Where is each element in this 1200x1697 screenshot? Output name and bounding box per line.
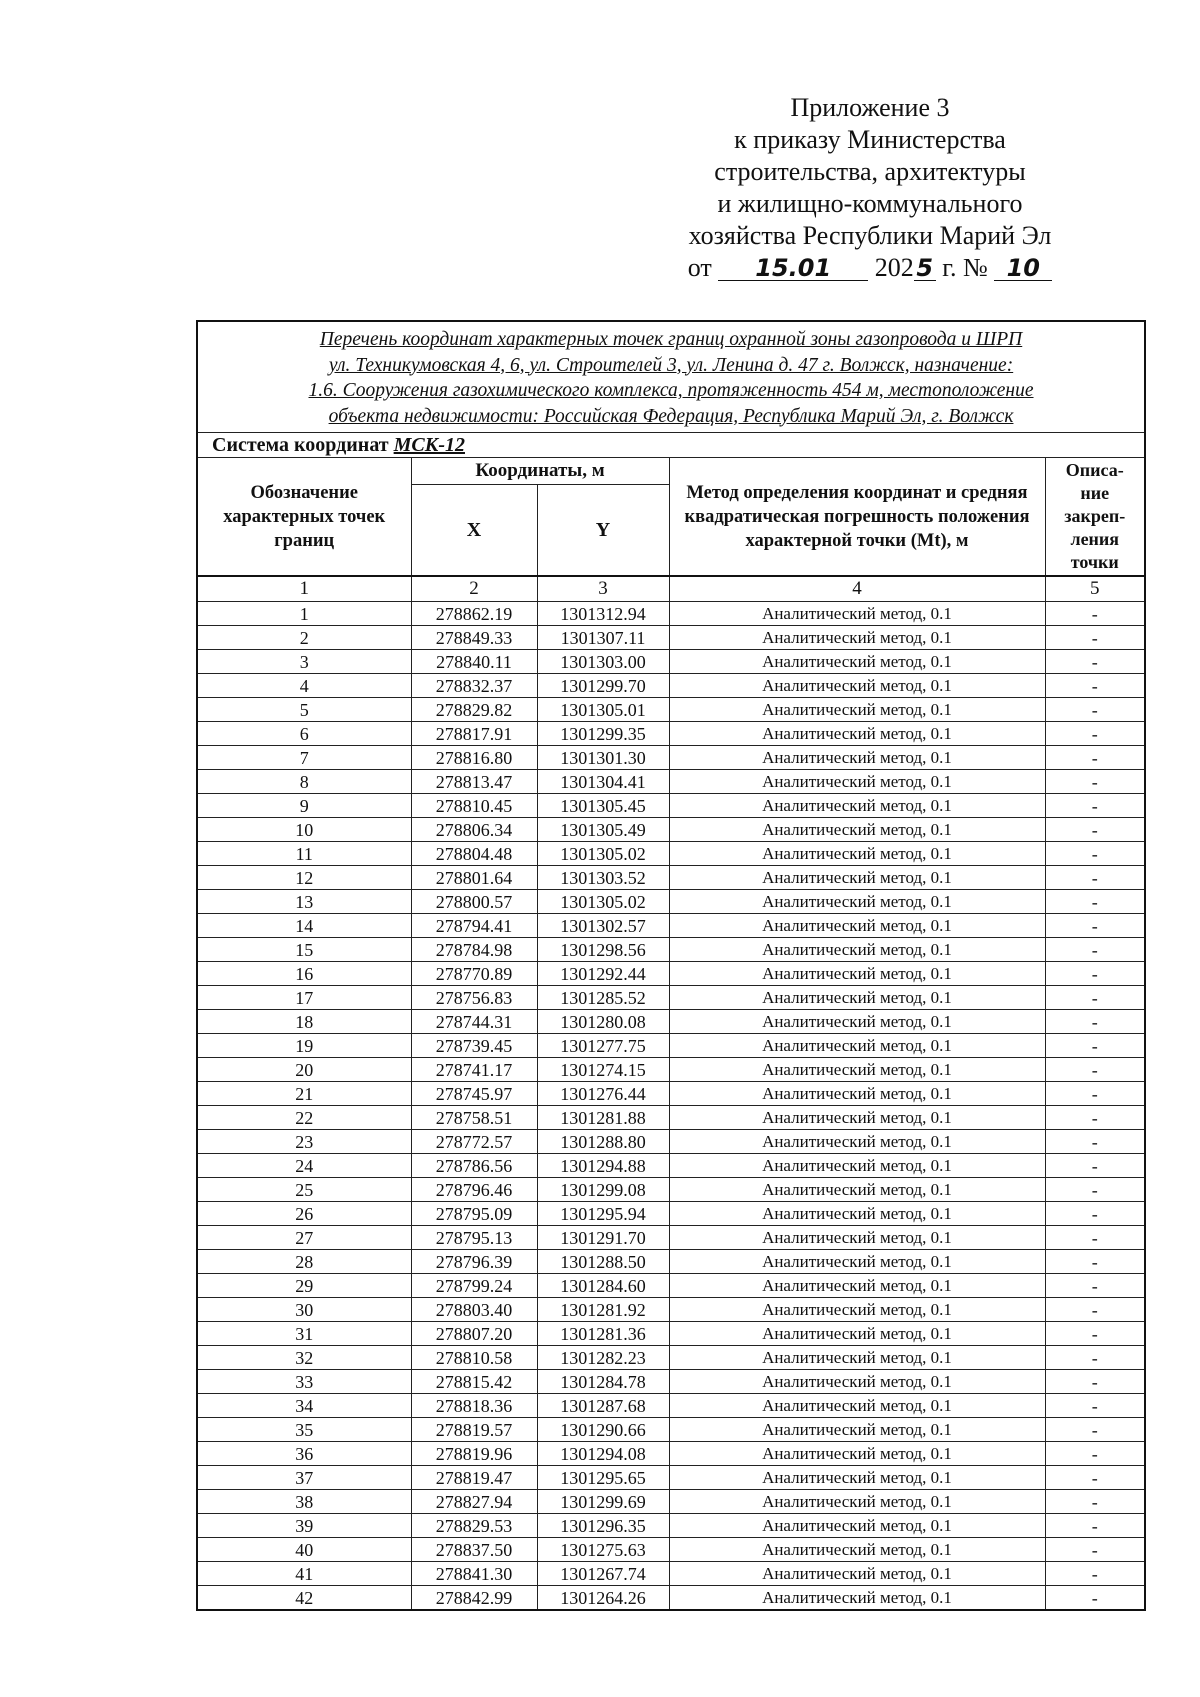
coord-y: 1301312.94 (537, 602, 669, 626)
coord-y: 1301275.63 (537, 1538, 669, 1562)
description: - (1045, 938, 1145, 962)
coord-x: 278772.57 (411, 1130, 537, 1154)
coord-y: 1301290.66 (537, 1418, 669, 1442)
method: Аналитический метод, 0.1 (669, 1274, 1045, 1298)
coord-x: 278813.47 (411, 770, 537, 794)
coord-y: 1301298.56 (537, 938, 669, 962)
table-row (197, 602, 1145, 626)
coord-y: 1301303.52 (537, 866, 669, 890)
method: Аналитический метод, 0.1 (669, 1106, 1045, 1130)
point-number: 33 (197, 1370, 411, 1394)
method: Аналитический метод, 0.1 (669, 1370, 1045, 1394)
coordinate-system-value: МСК-12 (393, 433, 465, 456)
point-number: 15 (197, 938, 411, 962)
method: Аналитический метод, 0.1 (669, 1226, 1045, 1250)
title-line: ул. Техникумовская 4, 6, ул. Строителей 3, ул. Ленина д. 47 г. Волжск, назначение: (328, 354, 1014, 376)
description: - (1045, 818, 1145, 842)
coord-y: 1301281.88 (537, 1106, 669, 1130)
coord-x: 278804.48 (411, 842, 537, 866)
table-row (197, 722, 1145, 746)
point-number: 12 (197, 866, 411, 890)
coord-y: 1301303.00 (537, 650, 669, 674)
coord-x: 278827.94 (411, 1490, 537, 1514)
column-number: 1 (197, 576, 411, 602)
point-number: 6 (197, 722, 411, 746)
header-coords: Координаты, м (411, 458, 669, 485)
table-row (197, 1106, 1145, 1130)
coord-y: 1301291.70 (537, 1226, 669, 1250)
coord-x: 278862.19 (411, 602, 537, 626)
method: Аналитический метод, 0.1 (669, 938, 1045, 962)
coord-y: 1301305.45 (537, 794, 669, 818)
point-number: 21 (197, 1082, 411, 1106)
point-number: 1 (197, 602, 411, 626)
table-row (197, 1466, 1145, 1490)
description: - (1045, 1466, 1145, 1490)
coord-y: 1301294.08 (537, 1442, 669, 1466)
description: - (1045, 674, 1145, 698)
description: - (1045, 722, 1145, 746)
table-row (197, 1418, 1145, 1442)
table-row (197, 1178, 1145, 1202)
description: - (1045, 986, 1145, 1010)
description: - (1045, 650, 1145, 674)
method: Аналитический метод, 0.1 (669, 1538, 1045, 1562)
coord-x: 278803.40 (411, 1298, 537, 1322)
description: - (1045, 1106, 1145, 1130)
description: - (1045, 1010, 1145, 1034)
method: Аналитический метод, 0.1 (669, 1178, 1045, 1202)
date-prefix: от (687, 253, 712, 282)
description: - (1045, 1514, 1145, 1538)
document-header (640, 92, 1100, 284)
point-number: 36 (197, 1442, 411, 1466)
title-line: Перечень координат характерных точек границ охранной зоны газопровода и ШРП (319, 329, 1023, 350)
coord-x: 278810.58 (411, 1346, 537, 1370)
description: - (1045, 1274, 1145, 1298)
description: - (1045, 1202, 1145, 1226)
coord-x: 278786.56 (411, 1154, 537, 1178)
coord-y: 1301288.80 (537, 1130, 669, 1154)
coord-x: 278832.37 (411, 674, 537, 698)
coord-y: 1301305.49 (537, 818, 669, 842)
coord-y: 1301301.30 (537, 746, 669, 770)
point-number: 7 (197, 746, 411, 770)
header-method: Метод определения координат и средняя квадратическая погрешность положения характерной точки (Mt), м (669, 458, 1045, 577)
coord-y: 1301299.08 (537, 1178, 669, 1202)
method: Аналитический метод, 0.1 (669, 818, 1045, 842)
coord-y: 1301299.35 (537, 722, 669, 746)
description: - (1045, 1082, 1145, 1106)
table-row (197, 1250, 1145, 1274)
coord-y: 1301292.44 (537, 962, 669, 986)
table-title-row (197, 321, 1145, 433)
description: - (1045, 1442, 1145, 1466)
description: - (1045, 1322, 1145, 1346)
coord-x: 278840.11 (411, 650, 537, 674)
point-number: 31 (197, 1322, 411, 1346)
coord-x: 278784.98 (411, 938, 537, 962)
coord-x: 278744.31 (411, 1010, 537, 1034)
coord-y: 1301277.75 (537, 1034, 669, 1058)
table-row (197, 986, 1145, 1010)
method: Аналитический метод, 0.1 (669, 1202, 1045, 1226)
point-number: 2 (197, 626, 411, 650)
order-date-line (640, 252, 1100, 284)
table-row (197, 1490, 1145, 1514)
description: - (1045, 1298, 1145, 1322)
method: Аналитический метод, 0.1 (669, 1442, 1045, 1466)
table-title (197, 321, 1145, 433)
table-row (197, 1274, 1145, 1298)
method: Аналитический метод, 0.1 (669, 770, 1045, 794)
description: - (1045, 1538, 1145, 1562)
description: - (1045, 1034, 1145, 1058)
table-row (197, 1538, 1145, 1562)
coord-x: 278837.50 (411, 1538, 537, 1562)
coord-x: 278745.97 (411, 1082, 537, 1106)
method: Аналитический метод, 0.1 (669, 1298, 1045, 1322)
table-row (197, 698, 1145, 722)
year-suffix: г. № (942, 253, 988, 282)
coord-y: 1301285.52 (537, 986, 669, 1010)
point-number: 39 (197, 1514, 411, 1538)
method: Аналитический метод, 0.1 (669, 962, 1045, 986)
table-row (197, 938, 1145, 962)
point-number: 34 (197, 1394, 411, 1418)
header-row (197, 458, 1145, 485)
method: Аналитический метод, 0.1 (669, 1418, 1045, 1442)
table-row (197, 1322, 1145, 1346)
table-row (197, 770, 1145, 794)
coord-x: 278819.96 (411, 1442, 537, 1466)
coord-y: 1301302.57 (537, 914, 669, 938)
coord-x: 278758.51 (411, 1106, 537, 1130)
coord-x: 278796.39 (411, 1250, 537, 1274)
coord-x: 278810.45 (411, 794, 537, 818)
method: Аналитический метод, 0.1 (669, 1394, 1045, 1418)
method: Аналитический метод, 0.1 (669, 1154, 1045, 1178)
point-number: 9 (197, 794, 411, 818)
header-line: Приложение 3 (790, 93, 950, 122)
point-number: 18 (197, 1010, 411, 1034)
header-line: и жилищно-коммунального (717, 189, 1023, 218)
table-row (197, 842, 1145, 866)
description: - (1045, 866, 1145, 890)
description: - (1045, 602, 1145, 626)
description: - (1045, 1250, 1145, 1274)
table-row (197, 818, 1145, 842)
method: Аналитический метод, 0.1 (669, 650, 1045, 674)
coord-x: 278770.89 (411, 962, 537, 986)
coord-y: 1301276.44 (537, 1082, 669, 1106)
point-number: 29 (197, 1274, 411, 1298)
table-row (197, 1394, 1145, 1418)
method: Аналитический метод, 0.1 (669, 1010, 1045, 1034)
title-line: объекта недвижимости: Российская Федерация, Республика Марий Эл, г. Волжск (328, 405, 1014, 427)
table-row (197, 1562, 1145, 1586)
method: Аналитический метод, 0.1 (669, 866, 1045, 890)
coord-y: 1301281.92 (537, 1298, 669, 1322)
table-body (197, 602, 1145, 1611)
point-number: 26 (197, 1202, 411, 1226)
point-number: 19 (197, 1034, 411, 1058)
description: - (1045, 842, 1145, 866)
coordinates-table (196, 320, 1146, 1611)
table-row (197, 1034, 1145, 1058)
coord-y: 1301267.74 (537, 1562, 669, 1586)
method: Аналитический метод, 0.1 (669, 1490, 1045, 1514)
coord-y: 1301295.65 (537, 1466, 669, 1490)
method: Аналитический метод, 0.1 (669, 914, 1045, 938)
table-row (197, 1226, 1145, 1250)
method: Аналитический метод, 0.1 (669, 626, 1045, 650)
description: - (1045, 794, 1145, 818)
point-number: 23 (197, 1130, 411, 1154)
method: Аналитический метод, 0.1 (669, 1130, 1045, 1154)
header-y: Y (537, 485, 669, 577)
coord-y: 1301280.08 (537, 1010, 669, 1034)
year-prefix: 202 (874, 253, 914, 282)
description: - (1045, 1130, 1145, 1154)
table-row (197, 1154, 1145, 1178)
coord-y: 1301282.23 (537, 1346, 669, 1370)
description: - (1045, 698, 1145, 722)
table-row (197, 674, 1145, 698)
method: Аналитический метод, 0.1 (669, 890, 1045, 914)
coord-y: 1301294.88 (537, 1154, 669, 1178)
point-number: 30 (197, 1298, 411, 1322)
method: Аналитический метод, 0.1 (669, 1082, 1045, 1106)
description: - (1045, 626, 1145, 650)
coord-x: 278796.46 (411, 1178, 537, 1202)
description: - (1045, 1058, 1145, 1082)
point-number: 32 (197, 1346, 411, 1370)
coord-x: 278816.80 (411, 746, 537, 770)
point-number: 8 (197, 770, 411, 794)
table-row (197, 1058, 1145, 1082)
method: Аналитический метод, 0.1 (669, 842, 1045, 866)
method: Аналитический метод, 0.1 (669, 698, 1045, 722)
point-number: 17 (197, 986, 411, 1010)
point-number: 25 (197, 1178, 411, 1202)
column-number: 3 (537, 576, 669, 602)
coord-x: 278815.42 (411, 1370, 537, 1394)
coord-y: 1301305.01 (537, 698, 669, 722)
column-number: 4 (669, 576, 1045, 602)
method: Аналитический метод, 0.1 (669, 1514, 1045, 1538)
coord-x: 278841.30 (411, 1562, 537, 1586)
description: - (1045, 1490, 1145, 1514)
point-number: 40 (197, 1538, 411, 1562)
description: - (1045, 1178, 1145, 1202)
table-row (197, 1298, 1145, 1322)
coord-y: 1301284.60 (537, 1274, 669, 1298)
point-number: 27 (197, 1226, 411, 1250)
point-number: 42 (197, 1586, 411, 1611)
point-number: 3 (197, 650, 411, 674)
table-row (197, 746, 1145, 770)
point-number: 13 (197, 890, 411, 914)
coord-y: 1301296.35 (537, 1514, 669, 1538)
coord-y: 1301288.50 (537, 1250, 669, 1274)
table-row (197, 1586, 1145, 1611)
point-number: 5 (197, 698, 411, 722)
table-row (197, 1202, 1145, 1226)
method: Аналитический метод, 0.1 (669, 722, 1045, 746)
coord-x: 278799.24 (411, 1274, 537, 1298)
table-row (197, 962, 1145, 986)
header-line: строительства, архитектуры (714, 157, 1026, 186)
column-number-row (197, 576, 1145, 602)
coord-x: 278819.57 (411, 1418, 537, 1442)
coord-x: 278800.57 (411, 890, 537, 914)
table-row (197, 866, 1145, 890)
coord-y: 1301307.11 (537, 626, 669, 650)
point-number: 20 (197, 1058, 411, 1082)
coord-x: 278741.17 (411, 1058, 537, 1082)
point-number: 24 (197, 1154, 411, 1178)
coord-x: 278756.83 (411, 986, 537, 1010)
handwritten-year: 5 (914, 256, 936, 281)
point-number: 35 (197, 1418, 411, 1442)
method: Аналитический метод, 0.1 (669, 1250, 1045, 1274)
table-row (197, 794, 1145, 818)
point-number: 16 (197, 962, 411, 986)
header-line: хозяйства Республики Марий Эл (688, 221, 1052, 250)
description: - (1045, 1154, 1145, 1178)
coord-y: 1301284.78 (537, 1370, 669, 1394)
column-number: 2 (411, 576, 537, 602)
coordinate-system-row (197, 433, 1145, 458)
method: Аналитический метод, 0.1 (669, 1466, 1045, 1490)
coord-x: 278818.36 (411, 1394, 537, 1418)
coord-y: 1301295.94 (537, 1202, 669, 1226)
coord-y: 1301304.41 (537, 770, 669, 794)
description: - (1045, 1394, 1145, 1418)
point-number: 37 (197, 1466, 411, 1490)
description: - (1045, 746, 1145, 770)
method: Аналитический метод, 0.1 (669, 1322, 1045, 1346)
point-number: 38 (197, 1490, 411, 1514)
column-number: 5 (1045, 576, 1145, 602)
description: - (1045, 890, 1145, 914)
coord-x: 278817.91 (411, 722, 537, 746)
header-line: к приказу Министерства (734, 125, 1006, 154)
description: - (1045, 1586, 1145, 1611)
method: Аналитический метод, 0.1 (669, 746, 1045, 770)
handwritten-number: 10 (994, 256, 1052, 281)
point-number: 14 (197, 914, 411, 938)
table-row (197, 650, 1145, 674)
table-row (197, 1010, 1145, 1034)
method: Аналитический метод, 0.1 (669, 1562, 1045, 1586)
coord-y: 1301287.68 (537, 1394, 669, 1418)
method: Аналитический метод, 0.1 (669, 1058, 1045, 1082)
point-number: 22 (197, 1106, 411, 1130)
coord-x: 278829.82 (411, 698, 537, 722)
coord-x: 278739.45 (411, 1034, 537, 1058)
description: - (1045, 1562, 1145, 1586)
point-number: 11 (197, 842, 411, 866)
coord-y: 1301299.70 (537, 674, 669, 698)
method: Аналитический метод, 0.1 (669, 794, 1045, 818)
coord-y: 1301274.15 (537, 1058, 669, 1082)
table-row (197, 1514, 1145, 1538)
coord-x: 278849.33 (411, 626, 537, 650)
description: - (1045, 962, 1145, 986)
coordinate-system (197, 433, 1145, 458)
coord-y: 1301305.02 (537, 890, 669, 914)
header-x: X (411, 485, 537, 577)
point-number: 28 (197, 1250, 411, 1274)
point-number: 4 (197, 674, 411, 698)
coord-x: 278794.41 (411, 914, 537, 938)
handwritten-date: 15.01 (718, 256, 868, 281)
coord-x: 278819.47 (411, 1466, 537, 1490)
header-description: Описа-ние закреп-ления точки (1045, 458, 1145, 577)
coord-y: 1301281.36 (537, 1322, 669, 1346)
description: - (1045, 914, 1145, 938)
coordinate-system-label: Система координат (212, 433, 389, 456)
coord-y: 1301305.02 (537, 842, 669, 866)
point-number: 10 (197, 818, 411, 842)
coord-x: 278801.64 (411, 866, 537, 890)
coord-y: 1301299.69 (537, 1490, 669, 1514)
coord-y: 1301264.26 (537, 1586, 669, 1611)
table-row (197, 914, 1145, 938)
method: Аналитический метод, 0.1 (669, 674, 1045, 698)
point-number: 41 (197, 1562, 411, 1586)
description: - (1045, 1370, 1145, 1394)
header-point: Обозначение характерных точек границ (197, 458, 411, 577)
description: - (1045, 1418, 1145, 1442)
coord-x: 278806.34 (411, 818, 537, 842)
table-row (197, 1442, 1145, 1466)
coord-x: 278842.99 (411, 1586, 537, 1611)
coord-x: 278829.53 (411, 1514, 537, 1538)
coord-x: 278807.20 (411, 1322, 537, 1346)
method: Аналитический метод, 0.1 (669, 986, 1045, 1010)
description: - (1045, 1346, 1145, 1370)
table-row (197, 626, 1145, 650)
description: - (1045, 770, 1145, 794)
description: - (1045, 1226, 1145, 1250)
method: Аналитический метод, 0.1 (669, 1034, 1045, 1058)
table-row (197, 1346, 1145, 1370)
coord-x: 278795.13 (411, 1226, 537, 1250)
method: Аналитический метод, 0.1 (669, 1346, 1045, 1370)
title-line: 1.6. Сооружения газохимического комплекса, протяженность 454 м, местоположение (308, 380, 1034, 401)
method: Аналитический метод, 0.1 (669, 1586, 1045, 1611)
table-row (197, 1370, 1145, 1394)
table-row (197, 890, 1145, 914)
method: Аналитический метод, 0.1 (669, 602, 1045, 626)
table-row (197, 1130, 1145, 1154)
table-row (197, 1082, 1145, 1106)
coord-x: 278795.09 (411, 1202, 537, 1226)
